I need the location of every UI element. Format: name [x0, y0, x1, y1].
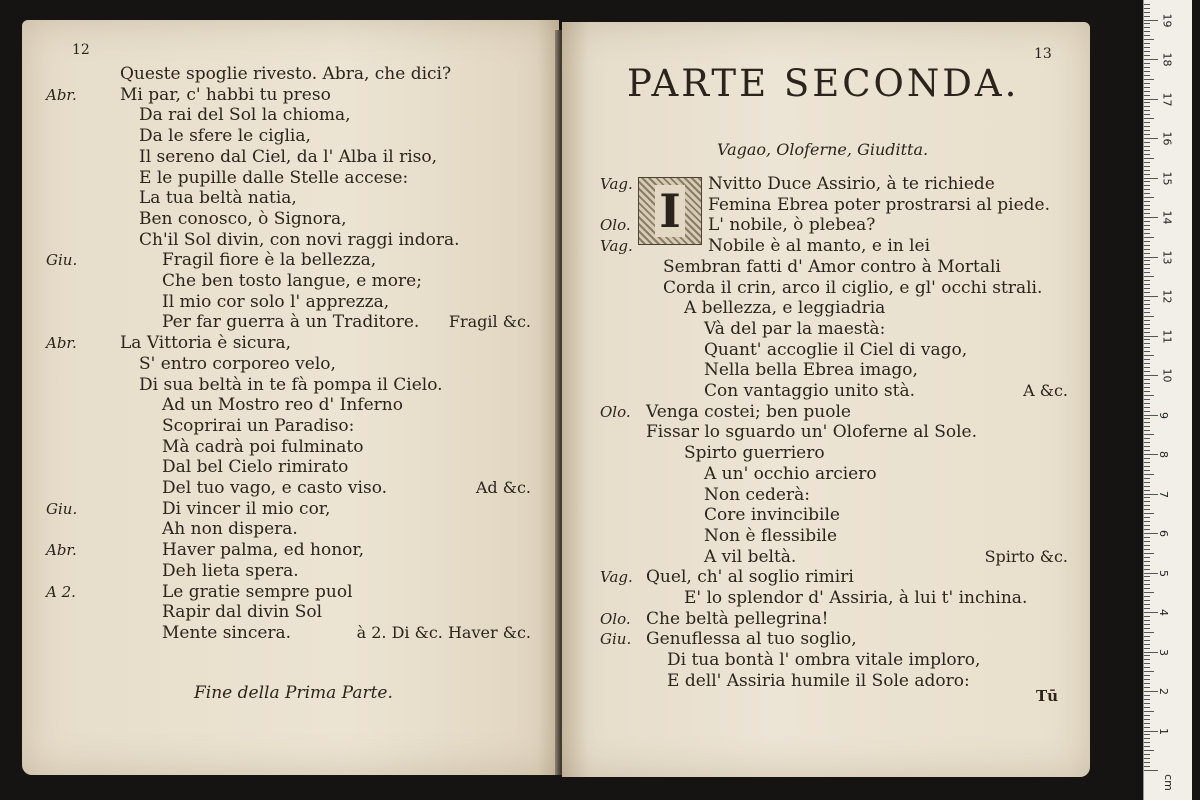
- ruler-tick: [1144, 221, 1150, 222]
- ruler-number: 11: [1160, 329, 1174, 343]
- speaker-label: Abr.: [46, 541, 77, 560]
- ruler-tick: [1144, 407, 1150, 408]
- ruler-tick: [1144, 75, 1150, 76]
- text-line: Spirto guerriero: [684, 443, 825, 464]
- ruler-tick: [1144, 249, 1150, 250]
- ruler-tick: [1144, 158, 1154, 159]
- ruler-tick: [1144, 596, 1150, 597]
- text-line: Dal bel Cielo rimirato: [162, 457, 349, 478]
- ruler-tick: [1144, 20, 1158, 21]
- ruler-tick: [1144, 375, 1158, 376]
- ruler-tick: [1144, 16, 1150, 17]
- text-line: Fissar lo sguardo un' Oloferne al Sole.: [646, 422, 977, 443]
- text-line: E dell' Assiria humile il Sole adoro:: [667, 670, 970, 691]
- ruler-tick: [1144, 470, 1150, 471]
- text-line: Queste spoglie rivesto. Abra, che dici?: [120, 64, 452, 84]
- ruler-tick: [1144, 343, 1150, 344]
- ruler-number: 6: [1157, 530, 1170, 537]
- ruler-tick: [1144, 288, 1150, 289]
- ruler-tick: [1144, 130, 1150, 131]
- ruler-tick: [1144, 636, 1150, 637]
- ruler-tick: [1144, 201, 1150, 202]
- ruler-tick: [1144, 260, 1150, 261]
- ruler-tick: [1144, 332, 1150, 333]
- ruler-tick: [1144, 474, 1154, 475]
- ruler-tick: [1144, 181, 1150, 182]
- ruler-tick: [1144, 146, 1150, 147]
- ruler-tick: [1144, 162, 1150, 163]
- ruler-tick: [1144, 268, 1150, 269]
- ruler-tick: [1144, 257, 1158, 258]
- ruler-number: 9: [1157, 411, 1170, 419]
- ruler-tick: [1144, 746, 1150, 747]
- text-line: Và del par la maestà:: [704, 318, 886, 339]
- ruler-tick: [1144, 482, 1150, 483]
- ruler-tick: [1144, 253, 1150, 254]
- ruler-tick: [1144, 79, 1154, 80]
- ruler-tick: [1144, 27, 1150, 28]
- ruler-tick: [1144, 723, 1150, 724]
- left-page: [22, 20, 559, 775]
- text-line: La Vittoria è sicura,: [120, 333, 292, 354]
- ruler-tick: [1144, 679, 1150, 680]
- ruler-tick: [1144, 272, 1150, 273]
- ruler-tick: [1144, 494, 1158, 495]
- ruler-tick: [1144, 324, 1150, 325]
- text-line: Nella bella Ebrea imago,: [704, 360, 918, 381]
- ruler-tick: [1144, 458, 1150, 459]
- text-line: Per far guerra à un Traditore.: [162, 312, 420, 333]
- speaker-label: Abr.: [46, 334, 77, 353]
- ruler-tick: [1144, 63, 1150, 64]
- speaker-label: Giu.: [46, 251, 78, 270]
- ruler-tick: [1144, 525, 1150, 526]
- text-line: Di vincer il mio cor,: [162, 498, 331, 519]
- ruler-tick: [1144, 505, 1150, 506]
- ruler-number: 13: [1160, 250, 1174, 264]
- ruler-tick: [1144, 166, 1150, 167]
- ruler-tick: [1144, 379, 1150, 380]
- ruler-tick: [1144, 628, 1150, 629]
- ruler-tick: [1144, 573, 1158, 574]
- ruler-tick: [1144, 403, 1150, 404]
- ruler-tick: [1144, 446, 1150, 447]
- ruler-tick: [1144, 213, 1150, 214]
- ruler-tick: [1144, 478, 1150, 479]
- ruler-tick: [1144, 91, 1150, 92]
- ruler-tick: [1144, 185, 1150, 186]
- ruler-tick: [1144, 711, 1154, 712]
- ruler-tick: [1144, 154, 1150, 155]
- ruler-tick: [1144, 367, 1150, 368]
- ruler-tick: [1144, 541, 1150, 542]
- ruler-tick: [1144, 580, 1150, 581]
- ruler-tick: [1144, 399, 1150, 400]
- text-line: Sembran fatti d' Amor contro à Mortali: [663, 256, 1001, 277]
- speaker-label: Olo.: [600, 609, 631, 628]
- ruler-number: 19: [1160, 13, 1174, 27]
- ruler-tick: [1144, 762, 1150, 763]
- ruler-tick: [1144, 569, 1150, 570]
- ruler-tick: [1144, 229, 1150, 230]
- speaker-label: Olo.: [600, 402, 631, 421]
- ruler-tick: [1144, 652, 1158, 653]
- text-line: Di sua beltà in te fà pompa il Cielo.: [139, 374, 443, 395]
- text-line: Quant' accoglie il Ciel di vago,: [704, 339, 968, 360]
- text-line: Corda il crin, arco il ciglio, e gl' occhi strali.: [663, 277, 1043, 298]
- ruler-tick: [1144, 225, 1150, 226]
- ruler-tick: [1144, 537, 1150, 538]
- ruler-tick: [1144, 462, 1150, 463]
- ruler-tick: [1144, 43, 1150, 44]
- text-line: Ch'il Sol divin, con novi raggi indora.: [139, 229, 460, 250]
- ruler-tick: [1144, 655, 1150, 656]
- ruler-tick: [1144, 703, 1150, 704]
- text-line: Il sereno dal Ciel, da l' Alba il riso,: [139, 146, 437, 167]
- text-line: Di tua bontà l' ombra vitale imploro,: [667, 650, 981, 671]
- right-page: [562, 22, 1090, 777]
- ruler-tick: [1144, 304, 1150, 305]
- ruler-tick: [1144, 31, 1150, 32]
- ruler-tick: [1144, 738, 1150, 739]
- ruler-tick: [1144, 640, 1150, 641]
- text-line: L' nobile, ò plebea?: [708, 215, 876, 236]
- ruler-tick: [1144, 142, 1150, 143]
- ruler-tick: [1144, 592, 1154, 593]
- ruler-tick: [1144, 663, 1150, 664]
- ruler-tick: [1144, 264, 1150, 265]
- text-line: Femina Ebrea poter prostrarsi al piede.: [708, 194, 1050, 215]
- ruler-tick: [1144, 620, 1150, 621]
- ruler-tick: [1144, 501, 1150, 502]
- ruler-tick: [1144, 486, 1150, 487]
- ruler-tick: [1144, 632, 1154, 633]
- ruler-tick: [1144, 715, 1150, 716]
- ruler-tick: [1144, 134, 1150, 135]
- ruler-tick: [1144, 118, 1154, 119]
- ruler-tick: [1144, 383, 1150, 384]
- ruler-number: 14: [1160, 210, 1174, 225]
- ruler-tick: [1144, 497, 1150, 498]
- ruler-tick: [1144, 12, 1150, 13]
- ruler-tick: [1144, 197, 1154, 198]
- ruler-tick: [1144, 106, 1150, 107]
- ruler-tick: [1144, 687, 1150, 688]
- ruler-tick: [1144, 612, 1158, 613]
- page-footer: Fine della Prima Parte.: [194, 683, 393, 703]
- repeat-reference: Spirto &c.: [984, 546, 1068, 566]
- ruler-tick: [1144, 490, 1150, 491]
- ruler-tick: [1144, 126, 1150, 127]
- text-line: Venga costei; ben puole: [646, 401, 851, 422]
- ruler-tick: [1144, 754, 1150, 755]
- ruler-tick: [1144, 83, 1150, 84]
- ruler-number: 4: [1157, 609, 1170, 616]
- text-line: Deh lieta spera.: [162, 560, 299, 581]
- ruler-tick: [1144, 102, 1150, 103]
- ruler-number: 3: [1157, 648, 1170, 656]
- text-line: La tua beltà natia,: [139, 188, 297, 209]
- text-line: Quel, ch' al soglio rimiri: [646, 567, 854, 588]
- text-line: Mente sincera.: [162, 622, 292, 643]
- ruler-tick: [1144, 189, 1150, 190]
- ruler-number: 18: [1160, 52, 1174, 67]
- ruler-tick: [1144, 695, 1150, 696]
- ruler-tick: [1144, 55, 1150, 56]
- ruler-tick: [1144, 549, 1150, 550]
- ruler-tick: [1144, 371, 1150, 372]
- ruler-tick: [1144, 99, 1158, 100]
- ruler-tick: [1144, 442, 1150, 443]
- ruler-tick: [1144, 363, 1150, 364]
- catchword: Tū: [1036, 687, 1059, 705]
- speaker-label: Abr.: [46, 85, 77, 104]
- text-line: Core invincibile: [704, 505, 840, 526]
- ruler-tick: [1144, 359, 1150, 360]
- characters-line: Vagao, Oloferne, Giuditta.: [717, 140, 929, 159]
- ruler-tick: [1144, 750, 1154, 751]
- text-line: Da rai del Sol la chioma,: [139, 105, 351, 126]
- ruler-tick: [1144, 387, 1150, 388]
- ruler-tick: [1144, 237, 1154, 238]
- text-line: Scoprirai un Paradiso:: [162, 415, 355, 436]
- ruler-tick: [1144, 347, 1150, 348]
- text-line: Ad un Mostro reo d' Inferno: [162, 395, 403, 416]
- text-line: A bellezza, e leggiadria: [684, 298, 886, 319]
- text-line: Non cederà:: [704, 484, 810, 505]
- ruler-tick: [1144, 67, 1150, 68]
- ruler-number: 12: [1160, 289, 1174, 304]
- ruler-tick: [1144, 170, 1150, 171]
- ruler-tick: [1144, 328, 1150, 329]
- ruler-tick: [1144, 766, 1150, 767]
- ruler-tick: [1144, 178, 1158, 179]
- text-line: Le gratie sempre puol: [162, 581, 353, 602]
- ruler-number: 10: [1160, 368, 1174, 383]
- speaker-label: Giu.: [600, 630, 632, 649]
- ruler-tick: [1144, 600, 1150, 601]
- speaker-label: A 2.: [46, 582, 76, 601]
- text-line: Genuflessa al tuo soglio,: [646, 629, 857, 650]
- text-line: Haver palma, ed honor,: [162, 540, 365, 561]
- speaker-label: Vag.: [600, 568, 633, 587]
- ruler-tick: [1144, 233, 1150, 234]
- ruler-tick: [1144, 758, 1150, 759]
- ruler-tick: [1144, 122, 1150, 123]
- ruler-tick: [1144, 59, 1158, 60]
- ruler-tick: [1144, 280, 1150, 281]
- ruler-number: 15: [1160, 171, 1174, 185]
- ruler-tick: [1144, 557, 1150, 558]
- text-line: Mi par, c' habbi tu preso: [120, 84, 331, 105]
- ruler-tick: [1144, 561, 1150, 562]
- text-line: Il mio cor solo l' apprezza,: [162, 291, 390, 312]
- repeat-reference: à 2. Di &c. Haver &c.: [356, 622, 531, 642]
- text-line: Nobile è al manto, e in lei: [708, 236, 931, 257]
- ruler-tick: [1144, 604, 1150, 605]
- ruler-tick: [1144, 23, 1150, 24]
- ruler-tick: [1144, 87, 1150, 88]
- ruler-tick: [1144, 205, 1150, 206]
- ruler-tick: [1144, 39, 1154, 40]
- page-number: 13: [1034, 46, 1052, 62]
- repeat-reference: Fragil &c.: [448, 312, 531, 332]
- text-line: Che ben tosto langue, e more;: [162, 271, 422, 291]
- ruler-tick: [1144, 292, 1150, 293]
- ruler-tick: [1144, 671, 1154, 672]
- ruler-tick: [1144, 588, 1150, 589]
- ruler-tick: [1144, 616, 1150, 617]
- ruler-tick: [1144, 727, 1150, 728]
- ruler-tick: [1144, 426, 1150, 427]
- ruler-tick: [1144, 8, 1150, 9]
- ruler-tick: [1144, 308, 1150, 309]
- ruler-tick: [1144, 667, 1150, 668]
- text-line: Rapir dal divin Sol: [162, 602, 323, 623]
- ruler-number: 8: [1157, 451, 1170, 458]
- text-line: Ben conosco, ò Signora,: [139, 208, 347, 229]
- ruler-tick: [1144, 608, 1150, 609]
- ruler-tick: [1144, 355, 1154, 356]
- text-line: Del tuo vago, e casto viso.: [162, 478, 388, 498]
- speaker-label: Vag.: [600, 175, 633, 193]
- ruler-number: 16: [1160, 131, 1174, 146]
- ruler-tick: [1144, 415, 1158, 416]
- ruler-tick: [1144, 174, 1150, 175]
- ruler-tick: [1144, 95, 1150, 96]
- ruler-tick: [1144, 430, 1150, 431]
- ruler-tick: [1144, 770, 1158, 771]
- ruler-tick: [1144, 699, 1150, 700]
- initial-letter: I: [655, 185, 685, 237]
- ruler-tick: [1144, 454, 1158, 455]
- ruler-tick: [1144, 245, 1150, 246]
- ruler-tick: [1144, 513, 1154, 514]
- ruler-tick: [1144, 339, 1150, 340]
- ruler-tick: [1144, 533, 1158, 534]
- ruler-tick: [1144, 391, 1150, 392]
- repeat-reference: Ad &c.: [475, 478, 531, 497]
- section-heading: PARTE SECONDA.: [627, 62, 1020, 105]
- decorated-initial-icon: [638, 177, 702, 245]
- ruler-tick: [1144, 509, 1150, 510]
- ruler-tick: [1144, 35, 1150, 36]
- ruler-tick: [1144, 418, 1150, 419]
- ruler-number: 2: [1157, 688, 1170, 695]
- ruler-tick: [1144, 395, 1154, 396]
- ruler-tick: [1144, 553, 1154, 554]
- text-line: Non è flessibile: [704, 525, 838, 546]
- text-line: Che beltà pellegrina!: [646, 608, 829, 629]
- ruler-tick: [1144, 659, 1150, 660]
- ruler-tick: [1144, 411, 1150, 412]
- text-line: A vil beltà.: [704, 546, 797, 567]
- measurement-ruler: [1143, 0, 1192, 800]
- ruler-tick: [1144, 576, 1150, 577]
- text-line: S' entro corporeo velo,: [139, 353, 336, 374]
- text-line: Mà cadrà poi fulminato: [162, 436, 364, 457]
- speaker-label: Olo.: [600, 216, 631, 235]
- ruler-tick: [1144, 114, 1150, 115]
- ruler-tick: [1144, 584, 1150, 585]
- text-line: Nvitto Duce Assirio, à te richiede: [708, 174, 995, 194]
- ruler-tick: [1144, 719, 1150, 720]
- ruler-tick: [1144, 517, 1150, 518]
- ruler-tick: [1144, 644, 1150, 645]
- ruler-tick: [1144, 691, 1158, 692]
- ruler-tick: [1144, 193, 1150, 194]
- ruler-tick: [1144, 545, 1150, 546]
- ruler-tick: [1144, 276, 1154, 277]
- ruler-tick: [1144, 110, 1150, 111]
- ruler-tick: [1144, 209, 1150, 210]
- ruler-tick: [1144, 320, 1150, 321]
- ruler-tick: [1144, 731, 1158, 732]
- text-line: E le pupille dalle Stelle accese:: [139, 167, 409, 188]
- ruler-number: 17: [1160, 92, 1174, 106]
- ruler-tick: [1144, 434, 1154, 435]
- ruler-tick: [1144, 150, 1150, 151]
- speaker-label: Giu.: [46, 499, 78, 518]
- text-line: Fragil fiore è la bellezza,: [162, 250, 377, 271]
- ruler-tick: [1144, 521, 1150, 522]
- ruler-tick: [1144, 450, 1150, 451]
- text-line: E' lo splendor d' Assiria, à lui t' inchina.: [684, 588, 1028, 608]
- text-line: Da le sfere le ciglia,: [139, 126, 311, 147]
- ruler-tick: [1144, 675, 1150, 676]
- ruler-tick: [1144, 624, 1150, 625]
- ruler-tick: [1144, 648, 1150, 649]
- ruler-number: 5: [1157, 569, 1170, 577]
- ruler-tick: [1144, 47, 1150, 48]
- ruler-number: 1: [1157, 727, 1170, 735]
- ruler-tick: [1144, 438, 1150, 439]
- ruler-tick: [1144, 422, 1150, 423]
- page-number: 12: [72, 42, 90, 58]
- ruler-tick: [1144, 284, 1150, 285]
- ruler-tick: [1144, 71, 1150, 72]
- repeat-reference: A &c.: [1023, 381, 1068, 400]
- ruler-tick: [1144, 316, 1154, 317]
- ruler-tick: [1144, 241, 1150, 242]
- ruler-tick: [1144, 4, 1150, 5]
- text-line: Con vantaggio unito stà.: [704, 381, 915, 401]
- ruler-tick: [1144, 300, 1150, 301]
- ruler-tick: [1144, 217, 1158, 218]
- ruler-unit: cm: [1161, 774, 1175, 791]
- text-line: A un' occhio arciero: [704, 463, 877, 484]
- ruler-tick: [1144, 529, 1150, 530]
- ruler-tick: [1144, 466, 1150, 467]
- ruler-tick: [1144, 296, 1158, 297]
- speaker-label: Vag.: [600, 237, 633, 256]
- ruler-tick: [1144, 683, 1150, 684]
- ruler-tick: [1144, 51, 1150, 52]
- ruler-number: 7: [1157, 490, 1170, 498]
- ruler-tick: [1144, 707, 1150, 708]
- ruler-tick: [1144, 742, 1150, 743]
- ruler-tick: [1144, 565, 1150, 566]
- ruler-tick: [1144, 734, 1150, 735]
- ruler-tick: [1144, 138, 1158, 139]
- ruler-tick: [1144, 351, 1150, 352]
- ruler-tick: [1144, 336, 1158, 337]
- text-line: Ah non dispera.: [162, 519, 298, 540]
- ruler-tick: [1144, 312, 1150, 313]
